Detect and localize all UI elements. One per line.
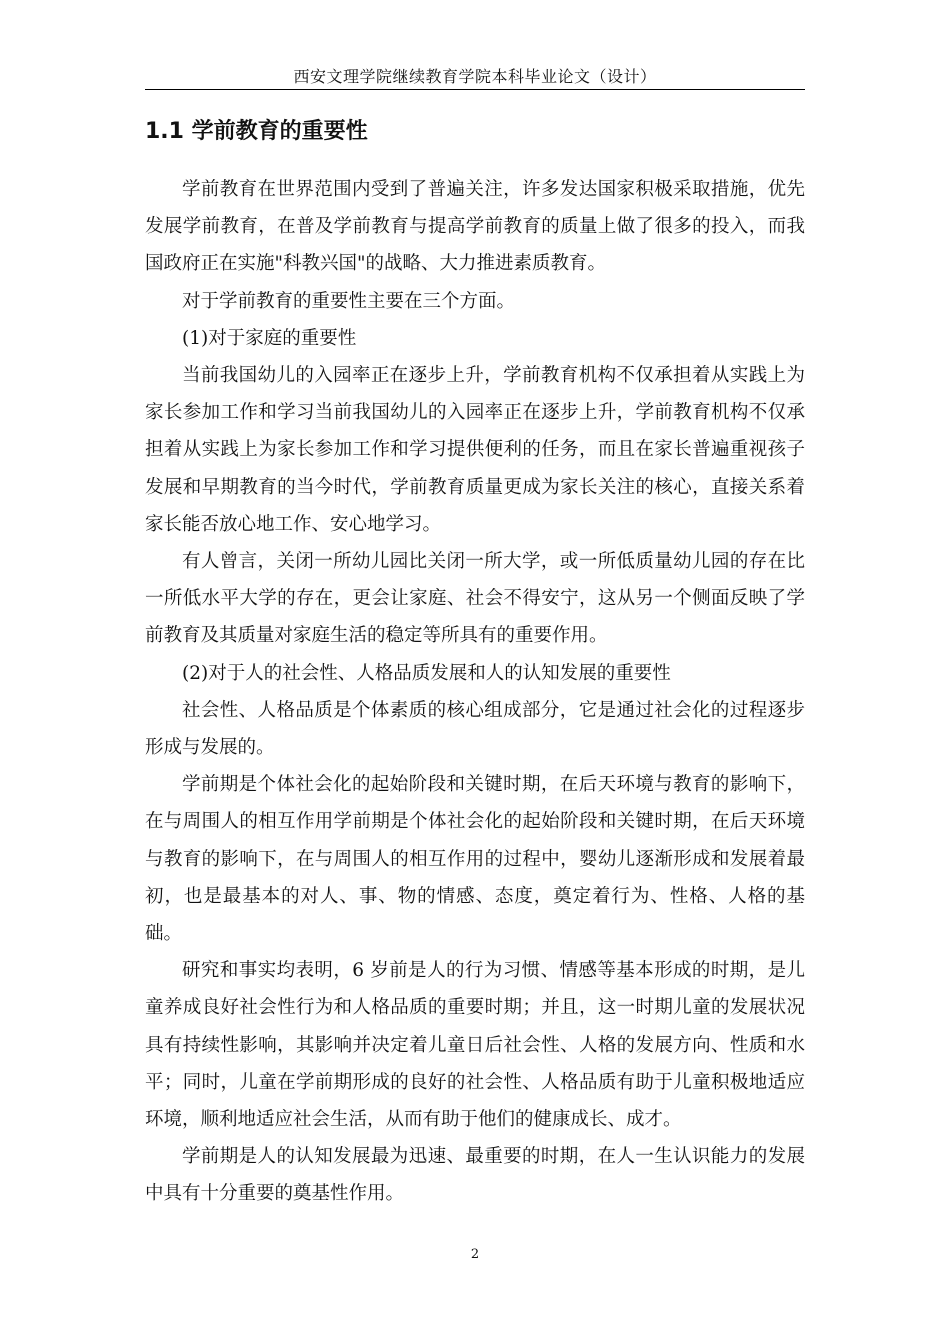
paragraph: 当前我国幼儿的入园率正在逐步上升，学前教育机构不仅承担着从实践上为家长参加工作和学习当前我国幼儿的入园率正在逐步上升，学前教育机构不仅承担着从实践上为家长参加工作和学习提供便利的任务，而且在家长普遍重视孩子发展和早期教育的当今时代，学前教育质量更成为家长关注的核心，直接关系着家长能否放心地工作、安心地学习。 — [145, 365, 805, 535]
paragraph: 社会性、人格品质是个体素质的核心组成部分，它是通过社会化的过程逐步形成与发展的。 — [145, 699, 805, 759]
paragraph: 学前期是人的认知发展最为迅速、最重要的时期，在人一生认识能力的发展中具有十分重要的奠基性作用。 — [145, 1146, 805, 1205]
paragraph: 有人曾言，关闭一所幼儿园比关闭一所大学，或一所低质量幼儿园的存在比一所低水平大学的存在，更会让家庭、社会不得安宁，这从另一个侧面反映了学前教育及其质量对家庭生活的稳定等所具有的重要作用。 — [145, 551, 805, 647]
subheading-paragraph: (1)对于家庭的重要性 — [182, 327, 357, 349]
paragraph: 研究和事实均表明，6 岁前是人的行为习惯、情感等基本形成的时期，是儿童养成良好社会性行为和人格品质的重要时期；并且，这一时期儿童的发展状况具有持续性影响，其影响并决定着儿童日后社会性、人格的发展方向、性质和水平；同时，儿童在学前期形成的良好的社会性、人格品质有助于儿童积极地适应环境，顺利地适应社会生活，从而有助于他们的健康成长、成才。 — [145, 960, 805, 1131]
paragraph: 学前教育在世界范围内受到了普遍关注，许多发达国家积极采取措施，优先发展学前教育，在普及学前教育与提高学前教育的质量上做了很多的投入，而我国政府正在实施"科教兴国"的战略、大力推进素质教育。 — [145, 179, 805, 275]
section-heading: 1.1 学前教育的重要性 — [145, 119, 368, 144]
paragraph: 学前期是个体社会化的起始阶段和关键时期，在后天环境与教育的影响下，在与周围人的相互作用学前期是个体社会化的起始阶段和关键时期，在后天环境与教育的影响下，在与周围人的相互作用的过程中，婴幼儿逐渐形成和发展着最初，也是最基本的对人、事、物的情感、态度，奠定着行为、性格、人格的基础。 — [145, 774, 805, 945]
page-number: 2 — [470, 1247, 480, 1262]
subheading-paragraph: (2)对于人的社会性、人格品质发展和人的认知发展的重要性 — [182, 662, 671, 684]
paragraph: 对于学前教育的重要性主要在三个方面。 — [182, 290, 516, 312]
page-header-title: 西安文理学院继续教育学院本科毕业论文（设计） — [293, 67, 657, 86]
body-text — [145, 171, 805, 1213]
header-divider — [145, 89, 805, 90]
